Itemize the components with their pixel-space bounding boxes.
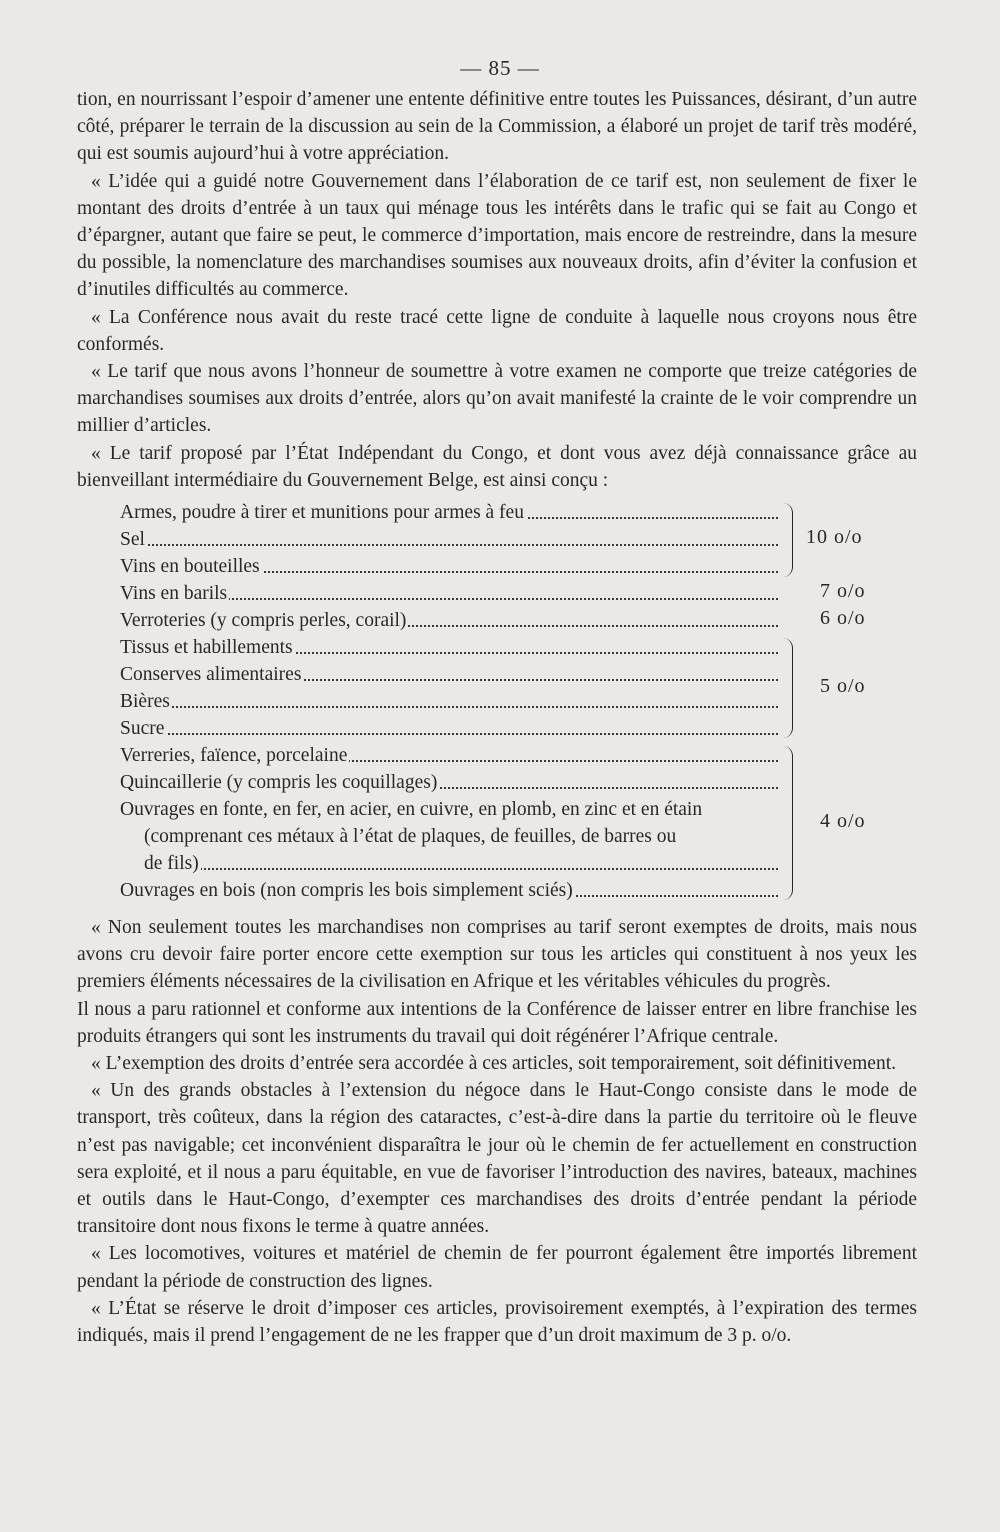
paragraph: « Non seulement toutes les marchandises non comprises au tarif seront exemptes de droits, mais nous avons cru devoir faire porter encore cette exemption sur tous les articles qui constituent à nos yeux les premiers éléments nécessaires de la civilisation en Afrique et les véritables véhicules du progrès. [77, 917, 917, 993]
paragraph: tion, en nourrissant l’espoir d’amener une entente définitive entre toutes les Puissances, désirant, d’un autre côté, préparer le terrain de la discussion au sein de la Commission, a élaboré un projet de tarif très modéré, qui est soumis aujourd’hui à votre appréciation. [77, 89, 917, 165]
tariff-row [120, 607, 910, 634]
tariff-item: Vins en barils [120, 583, 228, 604]
tariff-item: Armes, poudre à tirer et munitions pour armes à feu [120, 502, 524, 523]
tariff-item: Vins en bouteilles [120, 556, 260, 577]
paragraph: « L’État se réserve le droit d’imposer ces articles, provisoirement exemptés, à l’expiration des termes indiqués, mais il prend l’engagement de ne les frapper que d’un droit maximum de 3 p. o/o. [77, 1297, 917, 1347]
tariff-rate: 7 o/o [820, 580, 866, 602]
brace [782, 503, 793, 577]
tariff-item: (comprenant ces métaux à l’état de plaques, de feuilles, de barres ou [144, 826, 677, 847]
paragraph: « Les locomotives, voitures et matériel de chemin de fer pourront également être importés librement pendant la période de construction des lignes. [77, 1243, 917, 1292]
tariff-rate: 6 o/o [820, 607, 866, 629]
page-number: — 85 — [460, 56, 540, 80]
brace [782, 638, 793, 738]
text-block-top [77, 86, 917, 494]
tariff-item: Bières [120, 691, 170, 712]
paragraph: « L’exemption des droits d’entrée sera accordée à ces articles, soit temporairement, soit définitivement. [91, 1053, 896, 1075]
text-block-bottom [77, 914, 917, 1349]
paragraph: « Le tarif que nous avons l’honneur de soumettre à votre examen ne comporte que treize catégories de marchandises soumises aux droits d’entrée, alors qu’on avait manifesté la crainte de le voir comprendre un millier d’articles. [77, 361, 917, 437]
tariff-item: Sel [120, 529, 145, 550]
tariff-item: Sucre [120, 718, 165, 739]
paragraph: « L’idée qui a guidé notre Gouvernement dans l’élaboration de ce tarif est, non seulement de fixer le montant des droits d’entrée à un taux qui ménage tous les intérêts dans le trafic qui se fait au Congo et d’épargner, autant que faire se peut, le commerce d’importation, mais encore de restreindre, dans la mesure du possible, la nomenclature des marchandises soumises aux nouveaux droits, afin d’éviter la confusion et d’inutiles difficultés au commerce. [77, 170, 917, 301]
tariff-item: Conserves alimentaires [120, 664, 302, 685]
brace [782, 746, 793, 900]
tariff-item: Tissus et habillements [120, 637, 293, 658]
tariff-rate: 5 o/o [820, 675, 866, 697]
paragraph: Il nous a paru rationnel et conforme aux intentions de la Conférence de laisser entrer en libre franchise les produits étrangers qui sont les instruments du travail qui doit régénérer l’Afrique centrale. [77, 998, 917, 1047]
tariff-item: Ouvrages en bois (non compris les bois simplement sciés) [120, 880, 573, 901]
tariff-item: Ouvrages en fonte, en fer, en acier, en cuivre, en plomb, en zinc et en étain [120, 799, 703, 820]
tariff-item: Verroteries (y compris perles, corail) [120, 610, 407, 631]
paragraph: « Un des grands obstacles à l’extension du négoce dans le Haut-Congo consiste dans le mode de transport, très coûteux, dans la région des cataractes, c’est-à-dire dans la partie du territoire où le fleuve n’est pas navigable; cet inconvénient disparaîtra le jour où le chemin de fer actuellement en construction sera exploité, et il nous a paru équitable, en vue de favoriser l’introduction des navires, bateaux, machines et outils dans le Haut-Congo, d’exempter ces marchandises des droits d’entrée pendant la période transitoire dont nous fixons le terme à quatre années. [77, 1080, 917, 1238]
tariff-rate: 10 o/o [806, 526, 863, 548]
tariff-item: de fils) [144, 853, 199, 874]
tariff-row [120, 580, 910, 607]
tariff-item: Quincaillerie (y compris les coquillages) [120, 772, 438, 793]
tariff-item: Verreries, faïence, porcelaine [120, 745, 348, 766]
tariff-rate: 4 o/o [820, 810, 866, 832]
paragraph: « Le tarif proposé par l’État Indépendant du Congo, et dont vous avez déjà connaissance grâce au bienveillant intermédiaire du Gouvernement Belge, est ainsi conçu : [77, 442, 917, 491]
paragraph: « La Conférence nous avait du reste tracé cette ligne de conduite à laquelle nous croyons nous être conformés. [77, 306, 917, 355]
